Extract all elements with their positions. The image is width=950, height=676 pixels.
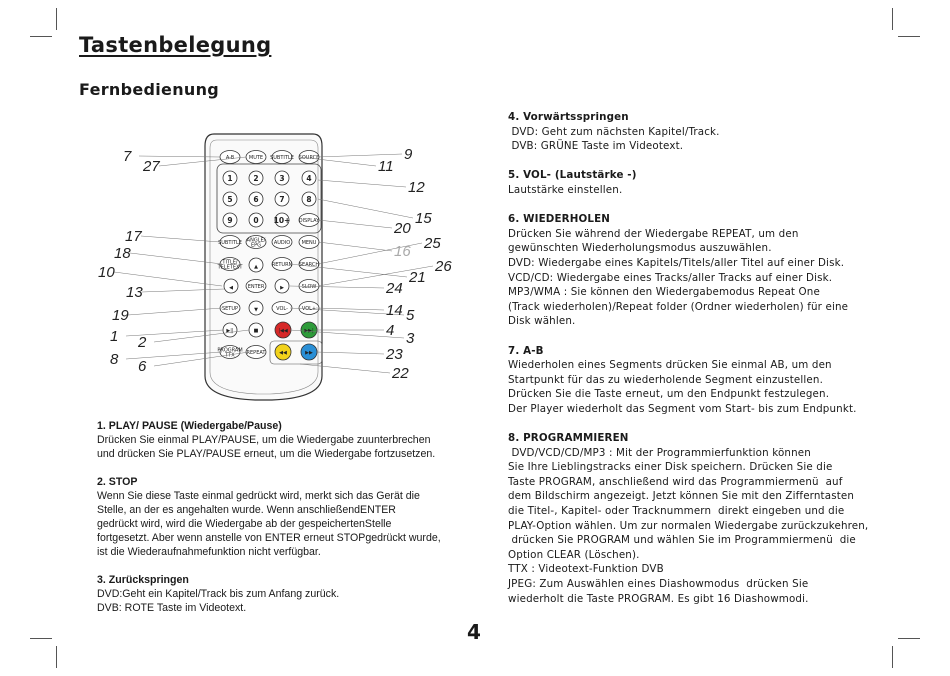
section-body: DVD:Geht ein Kapitel/Track bis zum Anfang zurück. DVB: ROTE Taste im Videotext. (97, 588, 340, 614)
section-heading: 2. STOP (97, 476, 138, 488)
section-heading: 4. Vorwärtsspringen (508, 111, 629, 123)
enter-button-label: ENTER (247, 284, 265, 290)
crop-mark (892, 646, 893, 668)
function-button-1-label: EPG (250, 242, 262, 249)
instruction-section (97, 475, 477, 559)
instruction-section (508, 168, 898, 197)
remote-control-diagram (0, 0, 480, 420)
callout-number: 25 (424, 235, 441, 252)
numpad-button-display-label: DISPLAY (298, 218, 320, 224)
callout-number: 22 (392, 365, 409, 382)
instruction-section (508, 212, 898, 329)
callout-leader-line (318, 220, 392, 228)
callout-number: 27 (143, 158, 160, 175)
section-heading: 1. PLAY/ PAUSE (Wiedergabe/Pause) (97, 420, 282, 432)
section-body: Drücken Sie während der Wiedergabe REPEAT, um den gewünschten Wiederholungsmodus auszuwählen. DVD: Wiedergabe eines Kapitels/Titels/aller Titel auf einer Disk. VCD/CD: Wiedergabe eines Tracks/aller Tracks auf einer Disk. MP3/WMA : Sie können den Wiedergabemodus Repeat One (Track wiederholen)/Repeat folder (Ordner wiederholen) für eine Disk wählen. (508, 227, 849, 328)
callout-leader-line (318, 242, 392, 251)
instruction-section (508, 344, 898, 417)
callout-number: 14 (386, 302, 403, 319)
callout-number: 17 (125, 228, 142, 245)
callout-number: 8 (110, 351, 119, 368)
section-body: DVD/VCD/CD/MP3 : Mit der Programmierfunktion können Sie Ihre Lieblingstracks einer Disk speichern. Drücken Sie die Taste PROGRAM, anschließend wird das Programmiermenü auf dem Bildschirm angezeigt. Jetzt können Sie mit den Zifferntasten die Titel-, Kapitel- oder Tracknummern direkt eingeben und die PLAY-Option wählen. Um zur normalen Wiedergabe zurückzukehren, drücken Sie PROGRAM und wählen Sie im Programmiermenü die Option CLEAR (Löschen). TTX : Videotext-Funktion DVB JPEG: Zum Auswählen eines Diashowmodus drücken Sie wiederholt die Taste PROGRAM. Es gibt 16 Diashowmodi. (508, 446, 869, 605)
callout-number: 3 (406, 330, 415, 347)
section-title: Fernbedienung (79, 80, 220, 99)
function-button-3-label: MENU (301, 240, 317, 246)
numpad-button-6-label: 6 (253, 194, 259, 204)
function-button-2-label: AUDIO (273, 240, 291, 246)
callout-number: 23 (386, 346, 403, 363)
callout-number: 1 (110, 328, 119, 345)
program-button-label: PROGRAM (217, 347, 243, 354)
page-title: Tastenbelegung (79, 33, 272, 57)
callout-leader-line (318, 199, 413, 218)
vol-plus-button-label: VOL+ (301, 306, 317, 312)
vol-minus-button-label: VOL- (276, 306, 288, 312)
callout-number: 11 (378, 158, 394, 175)
callout-number: 7 (123, 148, 132, 165)
section-heading: 3. Zurückspringen (97, 574, 189, 586)
section-body: Drücken Sie einmal PLAY/PAUSE, um die Wiedergabe zuunterbrechen und drücken Sie PLAY/PAUSE erneut, um die Wiedergabe fortzusetzen. (97, 434, 436, 460)
section-body: Wiederholen eines Segments drücken Sie einmal AB, um den Startpunkt für das zu wiederholende Segment einzustellen. Drücken Sie die Taste erneut, um den Endpunkt festzulegen. Der Player wiederholt das Segment vom Start- bis zum Endpunkt. (508, 359, 857, 415)
return-button-label: RETURN (271, 262, 293, 268)
function-button-1-label: ANGLE/ (246, 237, 266, 244)
callout-number: 12 (408, 179, 425, 196)
instruction-section (97, 573, 477, 615)
callout-number: 20 (394, 220, 411, 237)
crop-mark (30, 638, 52, 639)
callout-number: 19 (112, 307, 129, 324)
callout-number: 18 (114, 245, 131, 262)
callout-number: 4 (386, 322, 395, 339)
section-body: Wenn Sie diese Taste einmal gedrückt wird, merkt sich das Gerät die Stelle, an der es angehalten wurde. Wenn anschließendENTER gedrückt wird, wird die Wiedergabe ab der gespeichertenStelle fortgesetzt. Aber wenn anstelle von ENTER erneut STOPgedrückt wurde, ist die Wiederaufnahmefunktion nicht verfügbar. (97, 490, 441, 558)
callout-number: 16 (394, 243, 411, 260)
instruction-section (508, 110, 898, 154)
title-teletext-button-label: TELETEXT (217, 264, 243, 271)
crop-mark (56, 646, 57, 668)
numpad-button-8-label: 8 (306, 194, 312, 204)
callout-leader-line (316, 352, 384, 354)
numpad-button-9-label: 9 (227, 215, 233, 225)
callout-number: 5 (406, 307, 415, 324)
skip-back-icon: |◀◀ (278, 328, 288, 334)
callout-number: 15 (415, 210, 432, 227)
section-heading: 5. VOL- (Lautstärke -) (508, 169, 637, 182)
crop-mark (898, 638, 920, 639)
numpad-button-7-label: 7 (279, 194, 285, 204)
section-heading: 8. PROGRAMMIEREN (508, 432, 629, 445)
numpad-button-5-label: 5 (227, 194, 233, 204)
callout-number: 6 (138, 358, 147, 375)
left-arrow-icon: ◀ (229, 285, 233, 291)
skip-forward-icon: ▶▶| (304, 328, 314, 334)
callout-number: 21 (409, 269, 426, 286)
up-arrow-icon: ▲ (254, 264, 258, 270)
top-button-3-label: SOURCE (298, 155, 320, 161)
section-heading: 6. WIEDERHOLEN (508, 213, 611, 226)
setup-button-label: SETUP (221, 306, 239, 312)
top-button-2-label: SUBTITLE (270, 155, 294, 161)
search-button-label: SEARCH (298, 262, 320, 268)
play-pause-icon: ▶|| (226, 328, 234, 334)
numpad-button-0-label: 0 (253, 215, 259, 225)
repeat-button-label: REPEAT (246, 350, 266, 356)
down-arrow-icon: ▼ (254, 307, 258, 313)
callout-leader-line (318, 180, 406, 187)
top-button-1-label: MUTE (248, 155, 264, 161)
left-text-column (97, 419, 477, 629)
right-arrow-icon: ▶ (280, 285, 284, 291)
callout-number: 9 (404, 146, 413, 163)
numpad-button-10plus-label: 10+ (273, 215, 291, 225)
numpad-button-3-label: 3 (279, 173, 285, 183)
section-body: DVD: Geht zum nächsten Kapitel/Track. DVB: GRÜNE Taste im Videotext. (511, 125, 720, 153)
stop-icon: ■ (253, 328, 259, 334)
right-text-column (508, 110, 898, 621)
function-button-0-label: SUBTITLE (218, 240, 242, 246)
rewind-icon: ◀◀ (279, 350, 287, 356)
crop-mark (892, 8, 893, 30)
fast-forward-icon: ▶▶ (305, 350, 313, 356)
page-number: 4 (467, 620, 481, 644)
callout-number: 10 (98, 264, 115, 281)
numpad-button-1-label: 1 (227, 173, 233, 183)
callout-number: 24 (386, 280, 403, 297)
program-button-label: TTX (225, 352, 235, 359)
section-body: Lautstärke einstellen. (508, 183, 623, 196)
callout-number: 13 (126, 284, 143, 301)
top-button-0-label: A-B (225, 155, 235, 161)
crop-mark (898, 36, 920, 37)
section-heading: 7. A-B (508, 344, 544, 357)
callout-number: 2 (138, 334, 147, 351)
numpad-button-4-label: 4 (306, 173, 312, 183)
numpad-button-2-label: 2 (253, 173, 259, 183)
instruction-section (97, 419, 477, 461)
callout-leader-line (316, 308, 384, 310)
title-teletext-button-label: TITLE/ (222, 259, 238, 266)
instruction-section (508, 431, 898, 606)
callout-number: 26 (435, 258, 452, 275)
slow-button-label: SLOW (301, 284, 317, 290)
callout-leader-line (317, 154, 402, 157)
